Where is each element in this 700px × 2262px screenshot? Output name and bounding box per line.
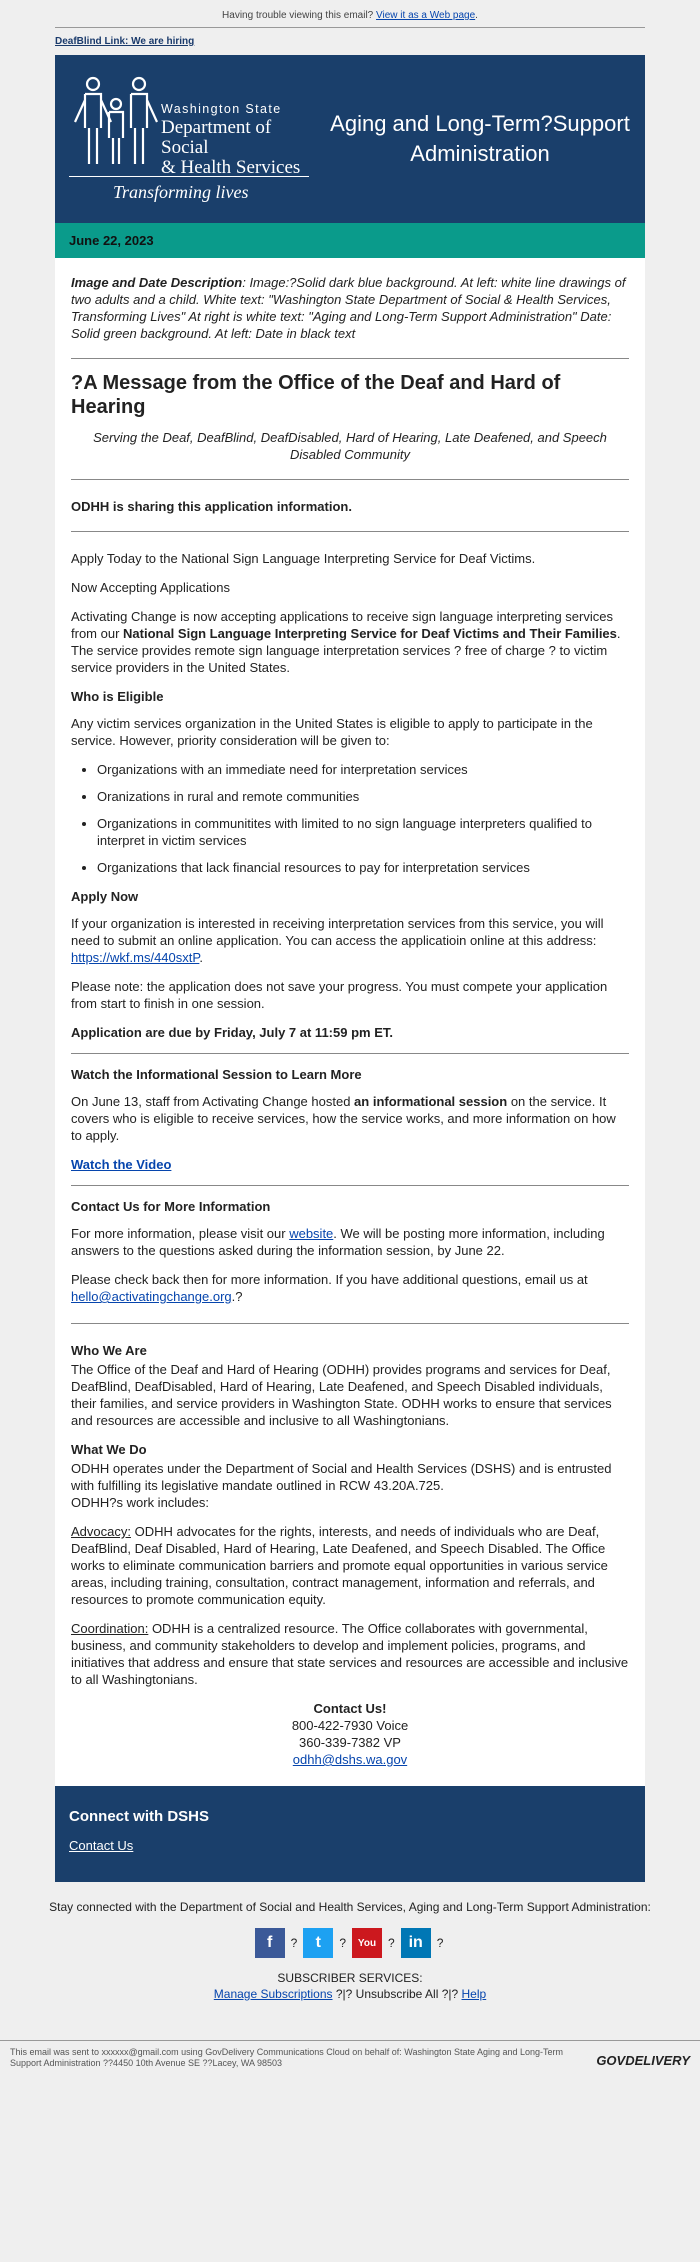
hiring-banner bbox=[55, 36, 645, 47]
email-footer bbox=[0, 1882, 700, 2002]
activating-change-paragraph: Activating Change is now accepting applications to receive sign language interpreting services from our National Sign Language Interpreting Service for Deaf Victims and Their Families. The service provides remote sign language interpretation services ? free of charge ? to victim service providers in the United States. bbox=[71, 609, 621, 675]
trouble-text: Having trouble viewing this email? bbox=[222, 10, 374, 21]
work-includes-text: ODHH?s work includes: bbox=[71, 1495, 209, 1510]
footer-bottom bbox=[0, 2041, 700, 2075]
coordination-paragraph: Coordination: ODHH is a centralized resource. The Office collaborates with governmental, business, and community stakeholders to develop and implement policies, programs, and initiatives that address and ensure that state services and resources are accessible and inclusive to all Washingtonians. bbox=[71, 1621, 629, 1687]
connect-title: Connect with DSHS bbox=[69, 1808, 210, 1825]
logo-divider bbox=[69, 176, 309, 177]
logo-department-text: Department of Social & Health Services bbox=[161, 117, 301, 178]
view-web-link[interactable]: View it as a Web page bbox=[376, 10, 476, 21]
unsubscribe-text[interactable]: ?|? Unsubscribe All ?|? bbox=[335, 1987, 459, 2001]
dshs-logo bbox=[69, 64, 319, 214]
vp-phone: 360-339-7382 VP bbox=[299, 1735, 401, 1750]
email-body bbox=[55, 258, 645, 1786]
list-item: • Oranizations in rural and remote communities bbox=[97, 788, 629, 805]
email-link[interactable]: hello@activatingchange.org bbox=[71, 1289, 232, 1304]
progress-note: Please note: the application does not save your progress. You must compete your application from start to finish in one session. bbox=[71, 979, 608, 1011]
email-container bbox=[55, 55, 645, 1882]
apply-now-text: If your organization is interested in receiving interpretation services from this service, you will need to submit an online application. You can access the applicatioin online at this address: https://wkf.ms/440sxtP. bbox=[71, 916, 604, 965]
voice-phone: 800-422-7930 Voice bbox=[291, 1718, 409, 1733]
facebook-icon[interactable]: f bbox=[255, 1928, 285, 1958]
apply-today-text: Apply Today to the National Sign Language Interpreting Service for Deaf Victims. bbox=[71, 551, 536, 566]
help-link[interactable]: Help bbox=[461, 1987, 487, 2001]
contact-block bbox=[71, 1700, 629, 1768]
apply-now-heading: Apply Now bbox=[71, 889, 139, 904]
eligible-list bbox=[71, 761, 629, 876]
govdelivery-logo: GOVDELIVERY bbox=[596, 2053, 690, 2068]
subscriber-services: SUBSCRIBER SERVICES: Manage Subscriptions ?|? Unsubscribe All ?|? Help bbox=[213, 1971, 487, 2001]
logo-tagline: Transforming lives bbox=[113, 182, 249, 202]
advocacy-paragraph: Advocacy: ODHH advocates for the rights, interests, and needs of individuals who are Deaf, DeafBlind, Deaf Disabled, Hard of Hearing, Late Deafened, and Speech Disabled. The Office works to eliminate communication barriers and promote equal opportunities in various service areas, including training, consultation, contract management, information and referrals, and resources to promote communication equity. bbox=[71, 1524, 608, 1607]
watch-text: On June 13, staff from Activating Change hosted an informational session on the service. It covers who is eligible to receive services, how the service works, and more information on how to apply. bbox=[71, 1094, 616, 1143]
page-title: ?A Message from the Office of the Deaf and Hard of Hearing bbox=[71, 372, 561, 418]
manage-subscriptions-link[interactable]: Manage Subscriptions bbox=[213, 1987, 333, 2001]
contact-text: For more information, please visit our website. We will be posting more information, including answers to the questions asked during the information session, by June 22. bbox=[71, 1226, 605, 1258]
divider bbox=[71, 1323, 629, 1324]
social-links: f ? t ? You ? in ? bbox=[20, 1928, 680, 1958]
divider bbox=[71, 358, 629, 359]
what-we-do-heading: What We Do bbox=[71, 1442, 147, 1457]
divider bbox=[55, 27, 645, 28]
contact-heading: Contact Us for More Information bbox=[71, 1199, 271, 1214]
due-date-text: Application are due by Friday, July 7 at 11:59 pm ET. bbox=[71, 1025, 393, 1040]
who-we-are-text: The Office of the Deaf and Hard of Hearing (ODHH) provides programs and services for Deaf, DeafBlind, DeafDisabled, Hard of Hearing, Late Deafened, and Speech Disabled individuals, their families, and service providers in Washington State. ODHH works to ensure that services and resources are accessible and inclusive to all Washingtonians. bbox=[71, 1362, 612, 1428]
stay-connected-text: Stay connected with the Department of Social and Health Services, Aging and Long-Term Support Administration: bbox=[49, 1900, 651, 1914]
divider bbox=[71, 1053, 629, 1054]
page-subtitle: Serving the Deaf, DeafBlind, DeafDisabled, Hard of Hearing, Late Deafened, and Speech Disabled Community bbox=[93, 430, 607, 462]
logo-state-text: Washington State bbox=[161, 102, 282, 116]
list-item: • Organizations in communitites with limited to no sign language interpreters qualified to interpret in victim services bbox=[97, 815, 629, 849]
image-description: Image and Date Description: Image:?Solid dark blue background. At left: white line drawings of two adults and a child. White text: "Washington State Department of Social & Health Services, Transforming Lives" At right is white text: "Aging and Long-Term Support Administration" Date: Solid green background. At left: Date in black text bbox=[71, 275, 626, 341]
divider bbox=[71, 1185, 629, 1186]
application-link[interactable]: https://wkf.ms/440sxtP bbox=[71, 950, 200, 965]
odhh-email-link[interactable]: odhh@dshs.wa.gov bbox=[292, 1752, 408, 1767]
header-title: Aging and Long-Term?Support Administration bbox=[330, 111, 630, 166]
list-item: • Organizations with an immediate need for interpretation services bbox=[97, 761, 629, 778]
connect-section bbox=[55, 1786, 645, 1882]
contact-title: Contact Us! bbox=[313, 1701, 387, 1716]
watch-video-link[interactable]: Watch the Video bbox=[71, 1157, 172, 1172]
date-bar: June 22, 2023 bbox=[55, 223, 645, 258]
email-header bbox=[55, 55, 645, 223]
divider bbox=[71, 479, 629, 480]
twitter-icon[interactable]: t bbox=[303, 1928, 333, 1958]
divider bbox=[71, 531, 629, 532]
who-we-are-heading: Who We Are bbox=[71, 1343, 147, 1358]
linkedin-icon[interactable]: in bbox=[401, 1928, 431, 1958]
now-accepting-text: Now Accepting Applications bbox=[71, 580, 230, 595]
email-preheader: Having trouble viewing this email? View it as a Web page. bbox=[222, 10, 478, 21]
sent-to-text: This email was sent to xxxxxx@gmail.com using GovDelivery Communications Cloud on behalf of: Washington State Aging and Long-Term Support Administration ??4450 10th Avenue SE ??Lacey, WA 98503 bbox=[10, 2047, 564, 2068]
check-back-text: Please check back then for more information. If you have additional questions, email us at hello@activatingchange.org.? bbox=[71, 1272, 588, 1304]
watch-heading: Watch the Informational Session to Learn More bbox=[71, 1067, 362, 1082]
website-link[interactable]: website bbox=[289, 1226, 334, 1241]
hiring-link[interactable]: DeafBlind Link: We are hiring bbox=[55, 36, 195, 47]
sharing-notice: ODHH is sharing this application information. bbox=[71, 499, 352, 514]
who-eligible-heading: Who is Eligible bbox=[71, 689, 164, 704]
who-eligible-text: Any victim services organization in the United States is eligible to apply to participate in the service. However, priority consideration will be given to: bbox=[71, 716, 593, 748]
list-item: • Organizations that lack financial resources to pay for interpretation services bbox=[97, 859, 629, 876]
youtube-icon[interactable]: You bbox=[352, 1928, 382, 1958]
contact-us-link[interactable]: Contact Us bbox=[69, 1838, 134, 1853]
what-we-do-text: ODHH operates under the Department of Social and Health Services (DSHS) and is entrusted with fulfilling its legislative mandate outlined in RCW 43.20A.725. bbox=[71, 1461, 612, 1493]
family-figures-icon bbox=[71, 74, 161, 174]
